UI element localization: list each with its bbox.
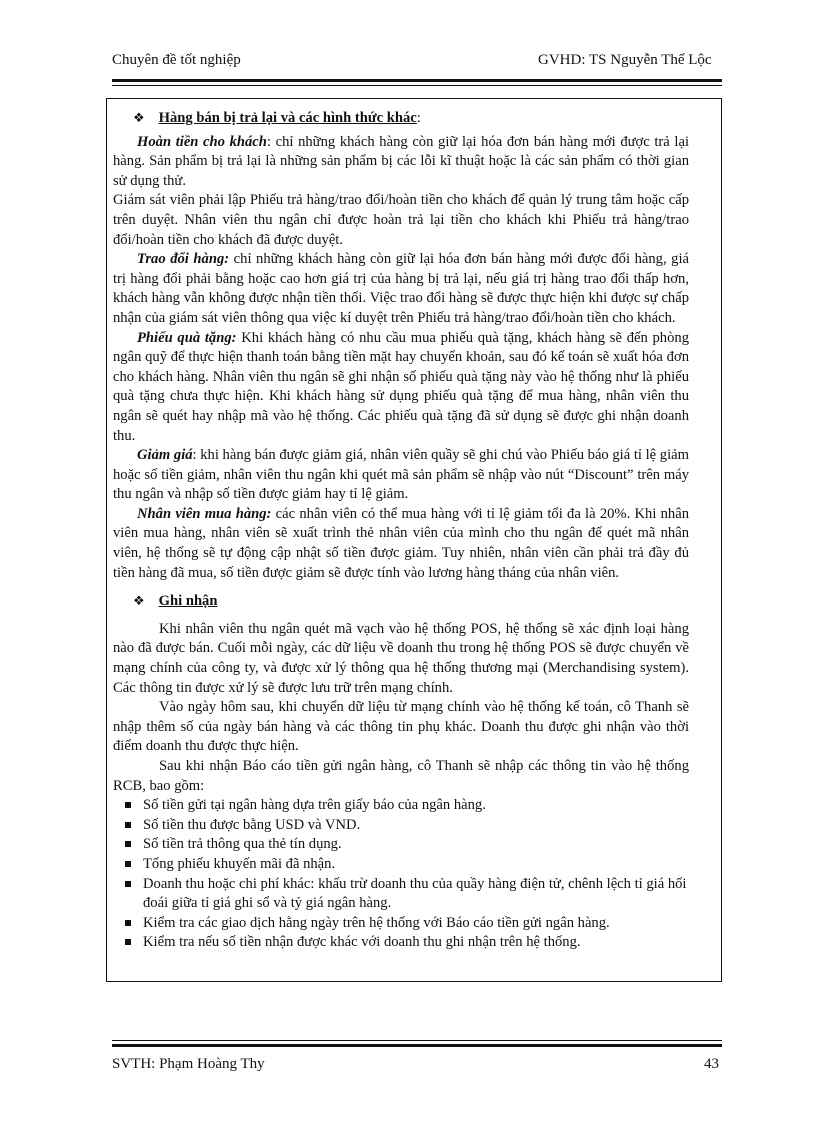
- paragraph-text: : chỉ những khách hàng còn giữ lại hóa đơn bán hàng mới được trả lại hàng. Sản phẩm bị trả lại là những sản phẩm bị các lỗi kĩ thuật hoặc là các sản phẩm có thời gian sử dụng thử.: [113, 133, 690, 189]
- paragraph-text: các nhân viên có thể mua hàng với tỉ lệ giảm tối đa là 20%. Khi nhân viên mua hàng, nhân viên sẽ xuất trình thẻ nhân viên của mình cho thu ngân để quét mã nhân viên, hệ thống sẽ tự động cập nhật số tiền được giảm. Tuy nhiên, nhân viên cần phải trả đầy đủ tiền hàng đã mua, số tiền được giảm sẽ được tính vào lương hàng tháng của nhân viên.: [113, 505, 689, 581]
- term-gift-voucher: Phiếu quà tặng:: [137, 329, 237, 346]
- header-rule-thin: [112, 85, 722, 86]
- footer-rule: [112, 1044, 722, 1047]
- footer-rule-thin: [112, 1040, 722, 1041]
- term-discount: Giảm giá: [137, 447, 193, 464]
- list-item: Tổng phiếu khuyến mãi đã nhận.: [113, 855, 689, 875]
- paragraph: [113, 329, 689, 447]
- paragraph: [113, 446, 689, 505]
- rcb-info-list: [113, 796, 689, 953]
- list-item: Doanh thu hoặc chi phí khác: khấu trừ doanh thu của quầy hàng điện tử, chênh lệch tỉ giá hối đoái giữa tỉ giá ghi sổ và tỷ giá ngân hàng.: [113, 875, 689, 914]
- diamond-bullet-icon: ❖: [133, 110, 145, 125]
- section-heading-returns: [133, 108, 689, 129]
- paragraph: Vào ngày hôm sau, khi chuyển dữ liệu từ mạng chính vào hệ thống kế toán, cô Thanh sẽ nhập thêm số của ngày bán hàng và các thông tin phụ khác. Doanh thu được ghi nhận vào thời điểm doanh thu được thực hiện.: [113, 699, 689, 755]
- term-refund: Hoàn tiền cho khách: [137, 133, 267, 150]
- section-title: Ghi nhận: [158, 593, 218, 610]
- list-item: Kiểm tra nếu số tiền nhận được khác với doanh thu ghi nhận trên hệ thống.: [113, 933, 689, 953]
- heading-suffix: :: [416, 110, 421, 126]
- list-item: Số tiền thu được bằng USD và VND.: [113, 816, 689, 836]
- paragraph-text: Khi khách hàng có nhu cầu mua phiếu quà tặng, khách hàng sẽ đến phòng ngân quỹ để thực hiện thanh toán bằng tiền mặt hay chuyển khoản, sau đó kế toán sẽ xuất hóa đơn cho khách hàng. Nhân viên thu ngân sẽ ghi nhận số phiếu quà tặng này vào hệ thống như là phiếu quà tặng chưa thực hiện. Khi khách hàng sử dụng phiếu quà tặng để mua hàng, nhân viên thu ngân sẽ quét hay nhập mã vào hệ thống. Các phiếu quà tặng đã sử dụng sẽ được ghi nhận doanh thu.: [113, 329, 689, 444]
- paragraph: Giám sát viên phải lập Phiếu trả hàng/trao đổi/hoàn tiền cho khách để quản lý trung tâm hoặc cấp trên duyệt. Nhân viên thu ngân chỉ được hoàn trả lại tiền cho khách khi Phiếu trả hàng/trao đổi/hoàn tiền cho khách đã được duyệt.: [113, 192, 689, 248]
- diamond-bullet-icon: ❖: [133, 593, 145, 609]
- term-exchange: Trao đổi hàng:: [137, 251, 230, 268]
- list-item: Số tiền trả thông qua thẻ tín dụng.: [113, 835, 689, 855]
- term-staff-purchase: Nhân viên mua hàng:: [137, 505, 272, 522]
- header-rule: [112, 79, 722, 82]
- page-number: 43: [704, 1056, 719, 1072]
- paragraph-text: : khi hàng bán được giảm giá, nhân viên quầy sẽ ghi chú vào Phiếu báo giá tỉ lệ giảm hoặc số tiền giảm, nhân viên thu ngân khi quét mã sản phẩm sẽ nhập vào nút “Discount” trên máy thu ngân và nhập số tiền được giảm hay tỉ lệ giảm.: [113, 447, 689, 503]
- section-title: Hàng bán bị trả lại và các hình thức khác: [158, 110, 417, 126]
- paragraph: Khi nhân viên thu ngân quét mã vạch vào hệ thống POS, hệ thống sẽ xác định loại hàng nào đã được bán. Cuối mỗi ngày, các dữ liệu về doanh thu trong hệ thống POS sẽ được chuyển về mạng chính của công ty, và được xử lý thông qua hệ thống thương mại (Merchandising system). Các thông tin được xử lý sẽ được lưu trữ trên mạng chính.: [113, 620, 689, 696]
- page-header-left: Chuyên đề tốt nghiệp: [112, 52, 241, 68]
- list-item: Số tiền gửi tại ngân hàng dựa trên giấy báo của ngân hàng.: [113, 796, 689, 816]
- document-body: [113, 108, 689, 953]
- paragraph: Sau khi nhận Báo cáo tiền gửi ngân hàng, cô Thanh sẽ nhập các thông tin vào hệ thống RCB, bao gồm:: [113, 758, 689, 794]
- paragraph-text: chỉ những khách hàng còn giữ lại hóa đơn bán hàng mới được đổi hàng, giá trị hàng đổi phải bằng hoặc cao hơn giá trị của hàng bị trả lại, nếu giá trị hàng trao đổi thấp hơn, khách hàng vẫn không được nhận tiền thối. Việc trao đổi hàng sẽ được thực hiện khi được sự chấp nhận của giám sát viên thông qua việc kí duyệt trên Phiếu trả hàng/trao đổi/hoàn tiền cho khách.: [113, 251, 689, 326]
- paragraph: [113, 505, 689, 583]
- paragraph: [113, 133, 689, 192]
- section-heading-recording: [133, 591, 689, 612]
- page-footer-author: SVTH: Phạm Hoàng Thy: [112, 1056, 265, 1072]
- paragraph: [113, 250, 689, 328]
- list-item: Kiểm tra các giao dịch hằng ngày trên hệ thống với Báo cáo tiền gửi ngân hàng.: [113, 914, 689, 934]
- page-header-right: GVHD: TS Nguyễn Thế Lộc: [538, 52, 712, 68]
